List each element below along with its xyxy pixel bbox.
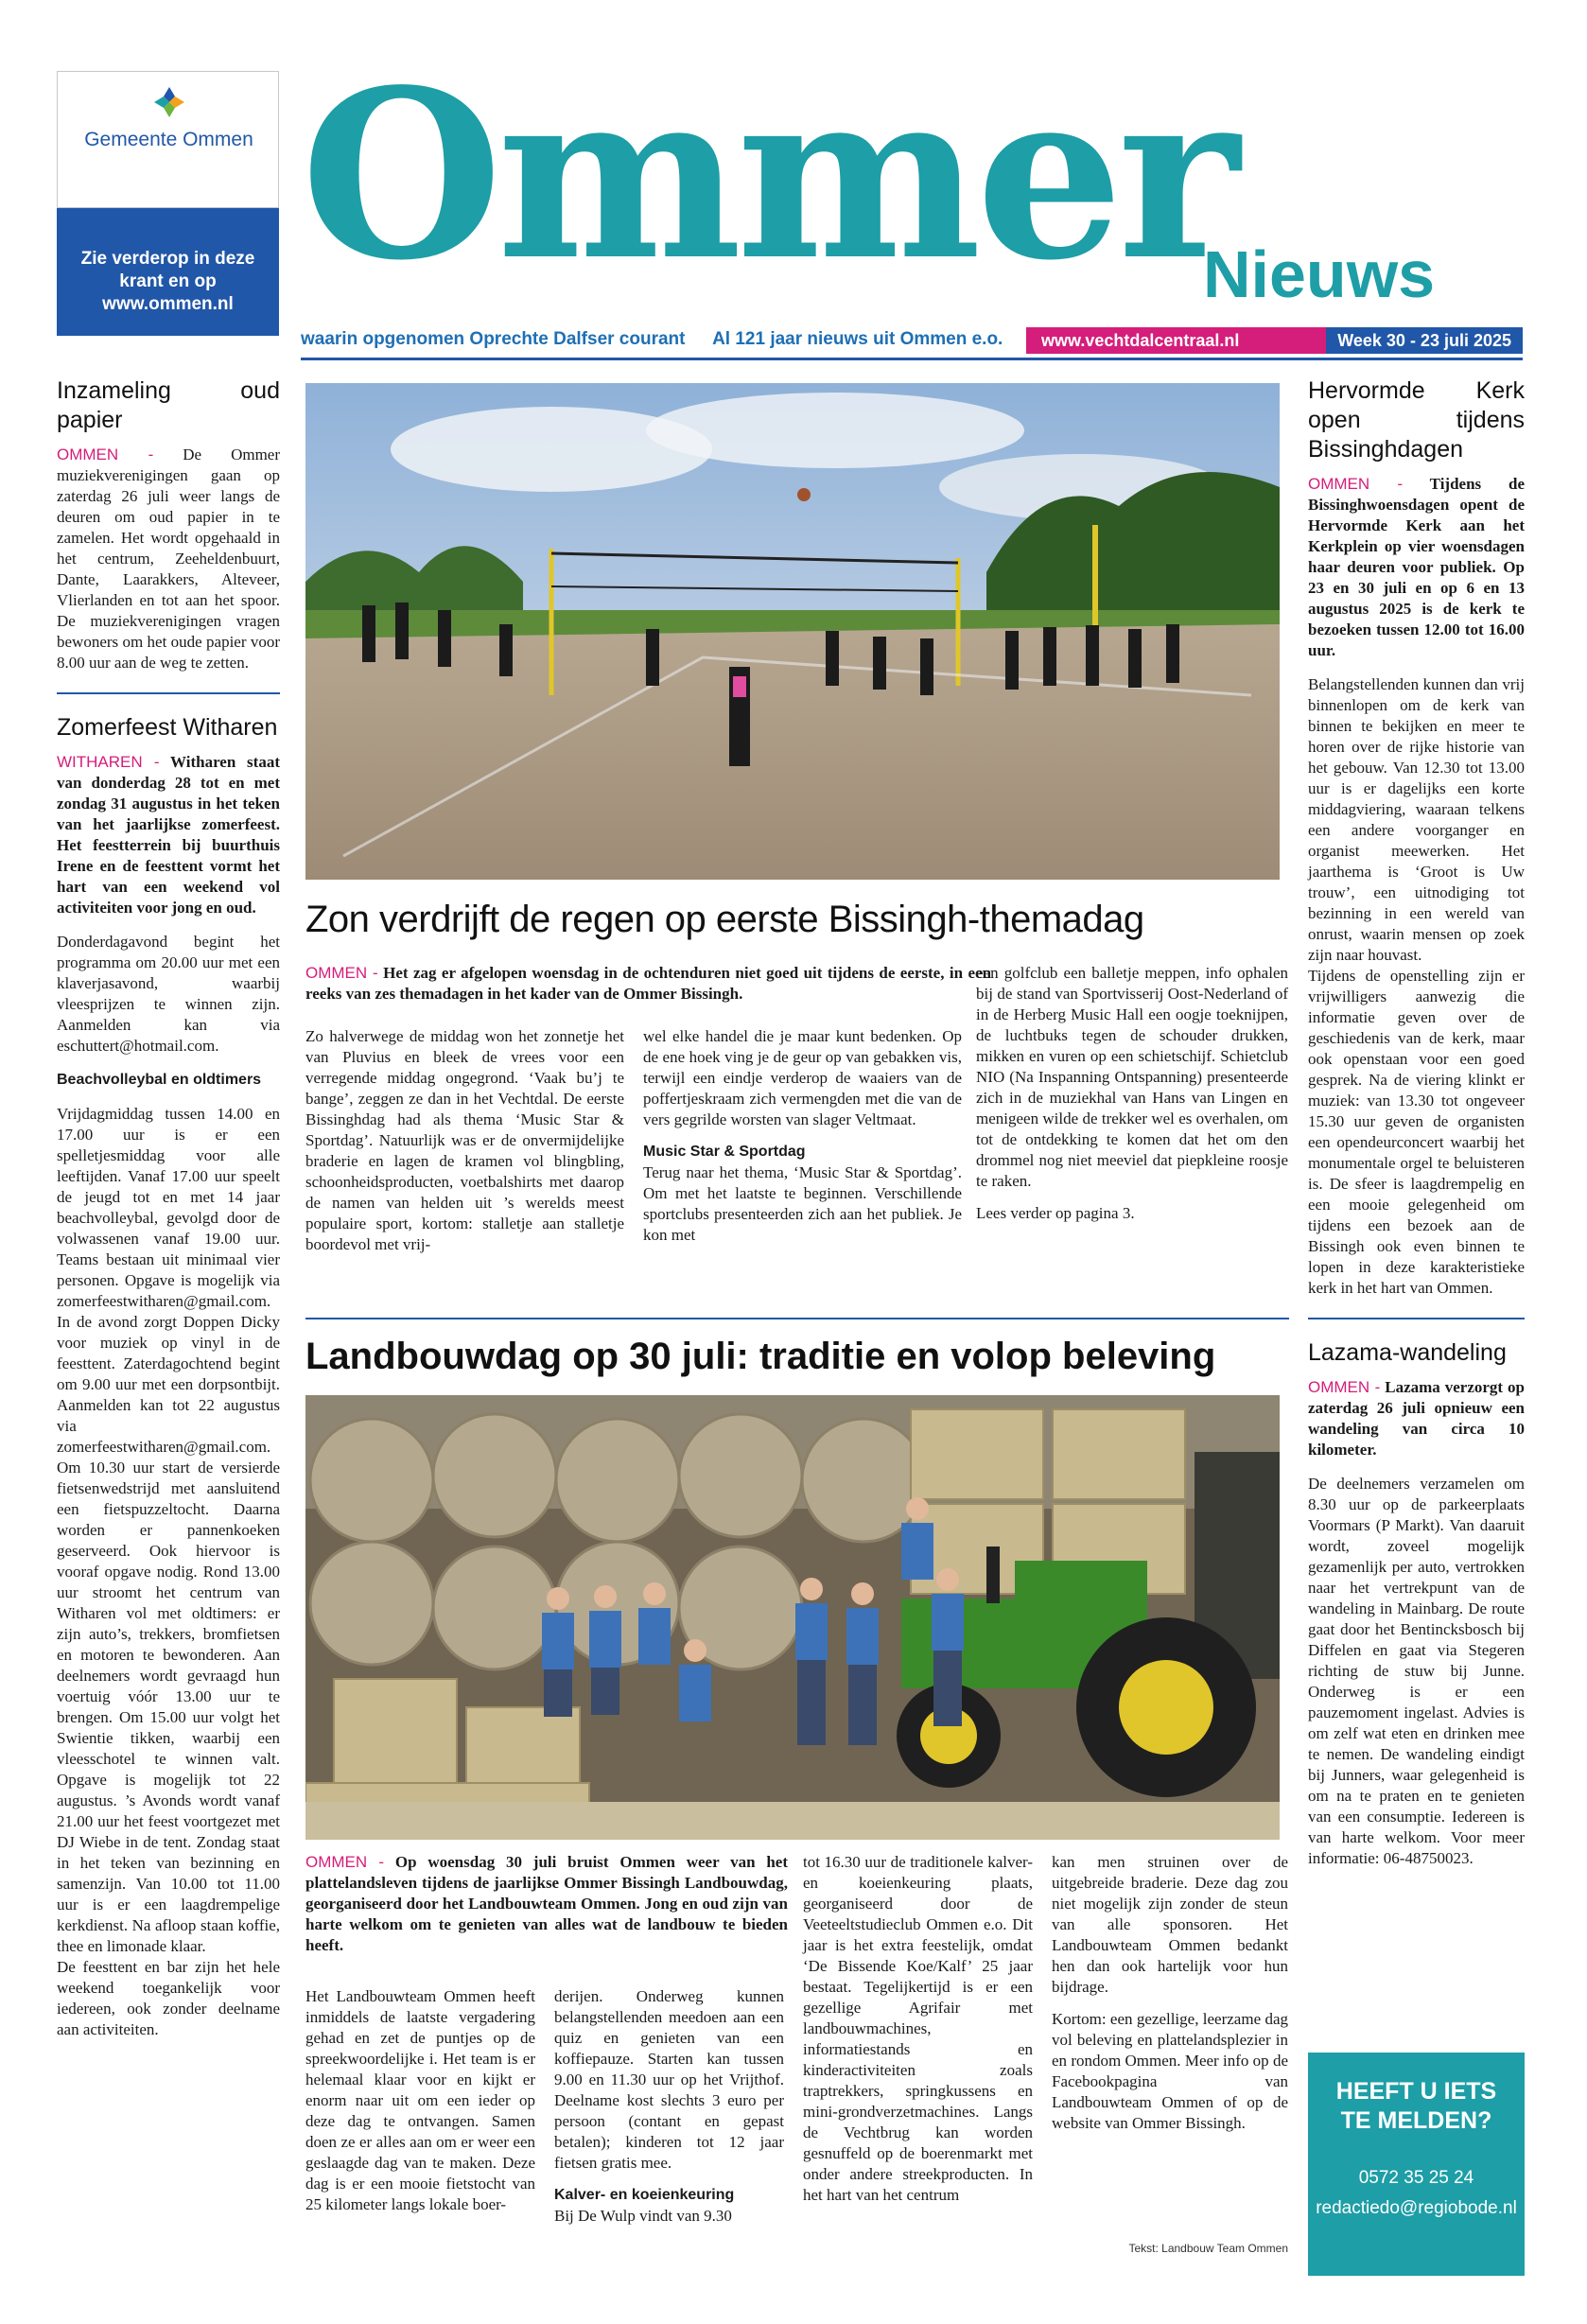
kicker: OMMEN - <box>57 446 154 463</box>
kicker: OMMEN - <box>1308 475 1404 493</box>
contact-box <box>1308 2053 1525 2276</box>
article-paragraph: Het Landbouwteam Ommen heeft inmiddels de laatste vergadering gehad en zet de puntjes op de spreekwoordelijke i. Het team is er helemaal klaar voor en kijkt er enorm naar uit om een ieder op deze dag te ontvangen. Samen doen ze er alles aan om er weer een geslaagde dag van te maken. Deze dag is er een mooie fietstocht van 25 kilometer langs lokale boer- <box>305 1987 535 2213</box>
article-title-lazama: Lazama-wandeling <box>1308 1339 1507 1366</box>
article-credit: Tekst: Landbouw Team Ommen <box>1128 2242 1288 2255</box>
article-paragraph: Donderdagavond begint het programma om 20.00 uur met een klaverjasavond, waarbij vleesprijzen te winnen zijn. Aanmelden kan via eschuttert@hotmail.com. <box>57 933 280 1055</box>
article-paragraph: Bij De Wulp vindt van 9.30 <box>554 2207 732 2225</box>
article-column-2 <box>643 1026 962 1257</box>
article-lead-themadag: OMMEN - Het zag er afgelopen woensdag in de ochtenduren niet goed uit tijdens de eerste, in een reeks van zes themadagen in het kader van de Ommer Bissingh. <box>305 964 992 1003</box>
tagline-courant: waarin opgenomen Oprechte Dalfser courant <box>301 329 686 349</box>
issue-date: Week 30 - 23 juli 2025 <box>1326 327 1523 354</box>
article-paragraph: kan men struinen over de uitgebreide braderie. Deze dag zou niet mogelijk zijn zonder de steun van alle sponsoren. Het Landbouwteam Ommen bedankt hen dan ook hartelijk voor hun bijdrage. <box>1052 1853 1288 1996</box>
article-paragraph: De deelnemers verzamelen om 8.30 uur op de parkeerplaats Voormars (P Markt). Van daaruit wordt, zoveel mogelijk gezamenlijk per auto, vertrokken naar het vertrekpunt van de wandeling in Mainbarg. De route gaat door het Bentincksbosch bij Diffelen en gaat via Stegeren richting de stuw bij Junne. Onderweg is er een pauzemoment ingelast. Advies is om zelf wat eten en drinken mee te nemen. De wandeling eindigt bij Junners, waar gelegenheid is om na te praten en te genieten van een consumptie. Iedereen is van harte welkom. Voor meer informatie: 06-48750023. <box>1308 1475 1525 1867</box>
header-rule <box>301 358 1523 360</box>
article-body-oud-papier: OMMEN - De Ommer muziekverenigingen gaan op zaterdag 26 juli weer langs de deuren om oud papier in te zamelen. Het wordt opgehaald in het centrum, Zeeheldenbuurt, Dante, Laarakkers, Alteveer, Vlierlanden en tot aan het spoor. De muziekverenigingen vragen bewoners om het oude papier voor 8.00 uur aan de weg te zetten. <box>57 446 280 672</box>
article-lead-landbouwdag: OMMEN - Op woensdag 30 juli bruist Ommen weer van het plattelandsleven tijdens de jaarlijkse Ommer Bissingh Landbouwdag, georganiseerd door het Landbouwteam Ommen. Jong en oud zijn van harte welkom om te genieten van alles wat de landbouw te bieden heeft. <box>305 1853 789 1954</box>
web-bar <box>1026 327 1523 354</box>
kicker: OMMEN - <box>305 1853 385 1871</box>
masthead-subtitle: Nieuws <box>1203 237 1436 311</box>
tagline-history: Al 121 jaar nieuws uit Ommen e.o. <box>712 329 1003 349</box>
article-lead-zomerfeest: WITHAREN - Witharen staat van donderdag 28 tot en met zondag 31 augustus in het teken van het jaarlijkse zomerfeest. Het feestterrein bij buurthuis Irene en de feesttent vormt het hart van een weekend vol activiteiten voor jong en oud. <box>57 753 280 917</box>
article-paragraph: tot 16.30 uur de traditionele kalver- en koeienkeuring plaats, georganiseerd door de Veeteeltstudieclub Ommen e.o. Dit jaar is het extra feestelijk, omdat ‘De Bissende Koe/Kalf’ 25 jaar bestaat. Tegelijkertijd is er een gezellige Agrifair met landbouwmachines, informatiestands en kinderactiviteiten zoals traptrekkers, springkussens en mini-grondverzetmachines. Langs de Vechtbrug kan worden gesnuffeld op de boerenmarkt met onder andere streekproducten. In het hart van het centrum <box>803 1853 1033 2204</box>
read-more: Lees verder op pagina 3. <box>976 1204 1135 1222</box>
municipality-logo <box>57 71 279 208</box>
beach-volleyball-image <box>305 383 1280 880</box>
article-subhead: Kalver- en koeienkeuring <box>554 2187 735 2203</box>
article-paragraph: wel elke handel die je maar kunt bedenken. Op de ene hoek ving je de geur op van gebakken vis, terwijl een eindje verderop de waaiers van de poffertjeskraam zich vermengden met die van de vers gegrilde worsten van slager Veltmaat. <box>643 1027 962 1128</box>
article-paragraph: derijen. Onderweg kunnen belangstellenden meedoen aan een quiz en genieten van een koffiepauze. Starten kan tussen 9.00 en 11.30 uur op het Vrijthof. Deelname kost slechts 3 euro per persoon (contant en gepast betalen); kinderen tot 12 jaar fietsen gratis mee. <box>554 1987 784 2172</box>
article-paragraph: De feesttent en bar zijn het hele weekend toegankelijk voor iedereen, ook zonder deelname aan activiteiten. <box>57 1958 280 2038</box>
contact-phone[interactable]: 0572 35 25 24 <box>1358 2168 1474 2188</box>
article-title-zomerfeest: Zomerfeest Witharen <box>57 714 278 741</box>
article-column-3 <box>976 963 1288 1235</box>
municipality-name: Gemeente Ommen <box>84 129 253 150</box>
article-subhead: Beachvolleybal en oldtimers <box>57 1072 262 1088</box>
divider <box>305 1318 1289 1319</box>
article-title-oud-papier: Inzameling oud papier <box>57 377 280 433</box>
contact-box-title: HEEFT U IETS TE MELDEN? <box>1335 2078 1497 2134</box>
kicker: OMMEN - <box>1308 1378 1381 1396</box>
left-column <box>57 376 280 2053</box>
article-lead-lazama: OMMEN - Lazama verzorgt op zaterdag 26 juli opnieuw een wandeling van circa 10 kilometer. <box>1308 1378 1526 1459</box>
contact-email[interactable]: redactiedo@regiobode.nl <box>1316 2198 1517 2218</box>
article-paragraph: Belangstellenden kunnen dan vrij binnenlopen om de kerk van binnen te bekijken en meer te horen over de rijke historie van het gebouw. Van 12.30 tot 13.00 uur is er dagelijks een korte middagviering, waaraan telkens een andere voorganger en organist meewerken. Het jaarthema is ‘Groot is Uw trouw’, een uitnodiging tot bezinning in een wereld van onrust, waarin mensen op zoek zijn naar houvast. <box>1308 675 1525 964</box>
kicker: WITHAREN - <box>57 753 160 771</box>
article-column-3 <box>803 1852 1033 2217</box>
municipality-logo-box <box>57 71 279 336</box>
article-paragraph: Terug naar het thema, ‘Music Star & Sportdag’. Om met het laatste te beginnen. Verschillende sportclubs presenteerden zich aan het publiek. Je kon met <box>643 1163 962 1244</box>
headline-bissingh-themadag: Zon verdrijft de regen op eerste Bissingh-themadag <box>305 899 1144 940</box>
article-column-1 <box>305 1026 624 1267</box>
headline-landbouwdag: Landbouwdag op 30 juli: traditie en volop beleving <box>305 1336 1216 1377</box>
article-column-2 <box>554 1986 784 2238</box>
tagline <box>301 329 1025 350</box>
photo-landbouwteam <box>305 1395 1280 1840</box>
municipality-note: Zie verderop in deze krant en op www.ommen.nl <box>57 208 279 336</box>
article-paragraph: Zo halverwege de middag won het zonnetje het van Pluvius en bleek de vrees voor een verregende middag ongegrond. ‘Vaak bu’j te bange’, zeggen ze dan in het Vechtdal. De eerste Bissinghdag had als thema ‘Music Star & Sportdag’. Natuurlijk was er de onvermijdelijke braderie en lagen de kramen vol blingbling, schoonheidsproducten, voetbalshirts met daarop de namen van helden uit ’s werelds meest populaire sport, kortom: stalletje aan stalletje boordevol met vrij- <box>305 1027 624 1253</box>
article-paragraph: Kortom: een gezellige, leerzame dag vol beleving en plattelandsplezier in en rondom Ommen. Meer info op de Facebookpagina van Landbouwteam Ommen of op de website van Ommer Bissingh. <box>1052 2010 1288 2132</box>
divider <box>57 692 280 694</box>
article-title-hervormde-kerk: Hervormde Kerk open tijdens Bissinghdagen <box>1308 377 1525 463</box>
logo-flower-icon <box>152 85 186 119</box>
kicker: OMMEN - <box>305 964 378 982</box>
landbouwteam-image <box>305 1395 1280 1840</box>
website-link[interactable]: www.vechtdalcentraal.nl <box>1041 331 1240 350</box>
article-paragraph: Tijdens de openstelling zijn er vrijwilligers aanwezig die informatie geven over de geschiedenis van de kerk, maar ook openstaan voor een goed gesprek. Na de viering klinkt er muziek: van 13.30 tot ongeveer 15.30 uur geven de organisten een opendeurconcert waarbij het monumentale orgel te beluisteren is. De sfeer is laagdrempelig en een mooie gelegenheid om tijdens een bezoek aan de Bissingh ook even binnen te lopen in deze karakteristieke kerk in het hart van Ommen. <box>1308 967 1525 1297</box>
right-column <box>1308 376 1525 1882</box>
article-lead-kerk: OMMEN - Tijdens de Bissinghwoensdagen opent de Hervormde Kerk aan het Kerkplein op vier woensdagen haar deuren voor publiek. Op 23 en 30 juli en op 6 en 13 augustus 2025 is de kerk te bezoeken tussen 12.00 tot 16.00 uur. <box>1308 475 1525 659</box>
article-subhead: Music Star & Sportdag <box>643 1144 806 1160</box>
article-paragraph: Vrijdagmiddag tussen 14.00 en 17.00 uur is er een spelletjesmiddag voor alle leeftijden. Vanaf 17.00 uur speelt de jeugd tot en met 14 jaar beachvolleybal, gevolgd door de volwassenen vanaf 19.00 uur. Teams bestaan uit minimaal vier personen. Opgave is mogelijk via zomerfeestwitharen@gmail.com. In de avond zorgt Doppen Dicky voor muziek op vinyl in de feesttent. Zaterdagochtend begint om 9.00 uur met een dorpsontbijt. Aanmelden kan tot 22 augustus via zomerfeestwitharen@gmail.com. Om 10.30 uur start de versierde fietsenwedstrijd met aansluitend een fietspuzzeltocht. Daarna worden er pannenkoeken geserveerd. Ook hiervoor is vooraf opgave nodig. Rond 13.00 uur stroomt het centrum van Witharen vol met oldtimers: er zijn auto’s, trekkers, bromfietsen en motoren te bewonderen. Aan deelnemers wordt gevraagd hun voertuig vóór 13.00 uur te brengen. Om 15.00 uur volgt het Swientie tikken, waarbij een vleesschotel te winnen valt. Opgave is mogelijk tot 22 augustus. ’s Avonds wordt vanaf 21.00 uur het feest voortgezet met DJ Wiebe in de tent. Zondag staat in het teken van bezinning en samenzijn. Van 10.00 tot 11.00 uur is er een laagdrempelige kerkdienst. Na afloop staan koffie, thee en limonade klaar. <box>57 1105 280 1955</box>
masthead-title: Ommer <box>301 39 1234 311</box>
article-paragraph: een golfclub een balletje meppen, info ophalen bij de stand van Sportvisserij Oost-Nederland of in de Herberg Music Hall een oogje toeknijpen, de luchtbuks tegen de schouder drukken, mikken en vuren op een schietschijf. Schietclub NIO (Na Inspanning Ontspanning) presenteerde zich in de muziekhal van Hans van Lingen en menigeen wilde de trekker wel es overhalen, om tot de ontdekking te komen dat het om den drommel nog niet meeviel dat piepkleine roosje te raken. <box>976 964 1288 1190</box>
article-column-4 <box>1052 1852 1288 2145</box>
article-column-1 <box>305 1986 535 2227</box>
photo-beach-volleyball <box>305 383 1280 880</box>
divider <box>1308 1318 1525 1319</box>
